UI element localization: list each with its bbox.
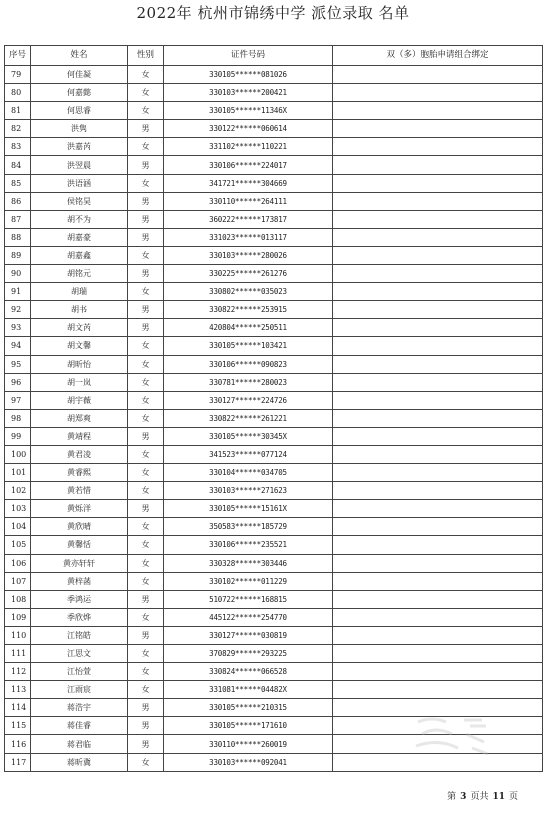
student-sex: 女: [128, 174, 164, 192]
student-sex: 女: [128, 753, 164, 771]
student-name: 黄靖程: [31, 427, 128, 445]
student-name: 侯铭昊: [31, 192, 128, 210]
id-number: 330105******171610: [164, 717, 333, 735]
id-number: 330105******081026: [164, 66, 333, 84]
header-id: 证件号码: [164, 46, 333, 66]
table-row: [5, 355, 543, 373]
id-number: 370829******293225: [164, 645, 333, 663]
row-number: 103: [5, 500, 31, 518]
row-number: 98: [5, 409, 31, 427]
student-name: 胡铭元: [31, 265, 128, 283]
student-sex: 男: [128, 120, 164, 138]
row-number: 91: [5, 283, 31, 301]
student-name: 洪翌晨: [31, 156, 128, 174]
footer-page-number: 3: [460, 792, 467, 802]
student-name: 胡郑爽: [31, 409, 128, 427]
row-number: 97: [5, 391, 31, 409]
student-sex: 男: [128, 717, 164, 735]
table-row: [5, 445, 543, 463]
id-number: 330102******011229: [164, 572, 333, 590]
row-number: 99: [5, 427, 31, 445]
student-name: 胡文芮: [31, 319, 128, 337]
id-number: 330802******035023: [164, 283, 333, 301]
row-number: 110: [5, 626, 31, 644]
student-sex: 男: [128, 590, 164, 608]
row-number: 106: [5, 554, 31, 572]
twin-binding: [333, 645, 543, 663]
row-number: 80: [5, 84, 31, 102]
id-number: 330127******224726: [164, 391, 333, 409]
twin-binding: [333, 156, 543, 174]
student-name: 蒋佳睿: [31, 717, 128, 735]
student-sex: 男: [128, 210, 164, 228]
id-number: 330103******280026: [164, 246, 333, 264]
twin-binding: [333, 626, 543, 644]
id-number: 350583******185729: [164, 518, 333, 536]
student-sex: 男: [128, 735, 164, 753]
row-number: 93: [5, 319, 31, 337]
footer-suffix: 页: [508, 792, 518, 802]
student-name: 洪嘉芮: [31, 138, 128, 156]
table-row: [5, 482, 543, 500]
row-number: 108: [5, 590, 31, 608]
footer-middle: 页共: [470, 792, 489, 802]
student-name: 何思睿: [31, 102, 128, 120]
student-name: 何嘉懿: [31, 84, 128, 102]
twin-binding: [333, 554, 543, 572]
table-row: [5, 192, 543, 210]
twin-binding: [333, 572, 543, 590]
twin-binding: [333, 590, 543, 608]
table-row: [5, 319, 543, 337]
student-sex: 女: [128, 482, 164, 500]
id-number: 330105******210315: [164, 699, 333, 717]
table-row: [5, 210, 543, 228]
footer-total-pages: 11: [492, 792, 505, 802]
row-number: 115: [5, 717, 31, 735]
id-number: 330105******11346X: [164, 102, 333, 120]
twin-binding: [333, 283, 543, 301]
row-number: 94: [5, 337, 31, 355]
student-name: 洪语涵: [31, 174, 128, 192]
student-name: 胡不为: [31, 210, 128, 228]
twin-binding: [333, 84, 543, 102]
student-name: 蒋浩宇: [31, 699, 128, 717]
table-row: [5, 536, 543, 554]
student-sex: 女: [128, 536, 164, 554]
student-sex: 女: [128, 445, 164, 463]
twin-binding: [333, 464, 543, 482]
student-name: 江雨宸: [31, 681, 128, 699]
student-sex: 女: [128, 84, 164, 102]
table-header-row: [5, 46, 543, 66]
id-number: 331081******04482X: [164, 681, 333, 699]
row-number: 104: [5, 518, 31, 536]
table-row: [5, 663, 543, 681]
student-sex: 男: [128, 301, 164, 319]
twin-binding: [333, 391, 543, 409]
student-sex: 女: [128, 66, 164, 84]
id-number: 330127******030819: [164, 626, 333, 644]
id-number: 330122******060614: [164, 120, 333, 138]
id-number: 510722******168815: [164, 590, 333, 608]
twin-binding: [333, 663, 543, 681]
student-sex: 女: [128, 246, 164, 264]
student-name: 胡瑞: [31, 283, 128, 301]
table-row: [5, 626, 543, 644]
id-number: 330822******261221: [164, 409, 333, 427]
header-no: 序号: [5, 46, 31, 66]
twin-binding: [333, 608, 543, 626]
table-row: [5, 228, 543, 246]
twin-binding: [333, 319, 543, 337]
row-number: 89: [5, 246, 31, 264]
row-number: 92: [5, 301, 31, 319]
id-number: 331102******110221: [164, 138, 333, 156]
row-number: 100: [5, 445, 31, 463]
row-number: 112: [5, 663, 31, 681]
row-number: 116: [5, 735, 31, 753]
row-number: 117: [5, 753, 31, 771]
row-number: 87: [5, 210, 31, 228]
student-name: 何佳凝: [31, 66, 128, 84]
student-name: 胡嘉鑫: [31, 246, 128, 264]
row-number: 114: [5, 699, 31, 717]
student-name: 黄君凌: [31, 445, 128, 463]
student-sex: 女: [128, 645, 164, 663]
student-name: 季欣烨: [31, 608, 128, 626]
table-row: [5, 409, 543, 427]
student-name: 胡嘉豪: [31, 228, 128, 246]
twin-binding: [333, 174, 543, 192]
id-number: 330103******200421: [164, 84, 333, 102]
student-name: 江思文: [31, 645, 128, 663]
table-row: [5, 608, 543, 626]
twin-binding: [333, 373, 543, 391]
student-sex: 男: [128, 500, 164, 518]
row-number: 83: [5, 138, 31, 156]
table-row: [5, 373, 543, 391]
row-number: 95: [5, 355, 31, 373]
row-number: 107: [5, 572, 31, 590]
page-footer: [447, 789, 518, 802]
student-sex: 女: [128, 554, 164, 572]
student-name: 季鸿运: [31, 590, 128, 608]
student-sex: 男: [128, 427, 164, 445]
student-sex: 男: [128, 626, 164, 644]
twin-binding: [333, 210, 543, 228]
id-number: 330106******090823: [164, 355, 333, 373]
id-number: 330105******30345X: [164, 427, 333, 445]
twin-binding: [333, 681, 543, 699]
row-number: 79: [5, 66, 31, 84]
row-number: 96: [5, 373, 31, 391]
twin-binding: [333, 337, 543, 355]
watermark-logo: [412, 712, 490, 760]
student-sex: 女: [128, 464, 164, 482]
twin-binding: [333, 265, 543, 283]
id-number: 360222******173817: [164, 210, 333, 228]
twin-binding: [333, 536, 543, 554]
row-number: 90: [5, 265, 31, 283]
header-sex: 性别: [128, 46, 164, 66]
student-sex: 女: [128, 663, 164, 681]
twin-binding: [333, 518, 543, 536]
id-number: 330106******235521: [164, 536, 333, 554]
twin-binding: [333, 138, 543, 156]
twin-binding: [333, 482, 543, 500]
student-name: 黄欣晴: [31, 518, 128, 536]
table-row: [5, 645, 543, 663]
table-row: [5, 265, 543, 283]
id-number: 420804******250511: [164, 319, 333, 337]
table-row: [5, 66, 543, 84]
row-number: 81: [5, 102, 31, 120]
id-number: 330225******261276: [164, 265, 333, 283]
student-sex: 女: [128, 608, 164, 626]
student-name: 胡一岚: [31, 373, 128, 391]
id-number: 445122******254770: [164, 608, 333, 626]
row-number: 82: [5, 120, 31, 138]
table-row: [5, 427, 543, 445]
id-number: 330110******260019: [164, 735, 333, 753]
row-number: 109: [5, 608, 31, 626]
id-number: 330103******271623: [164, 482, 333, 500]
twin-binding: [333, 102, 543, 120]
table-row: [5, 84, 543, 102]
id-number: 331023******013117: [164, 228, 333, 246]
student-sex: 男: [128, 699, 164, 717]
student-name: 黄梓菡: [31, 572, 128, 590]
student-sex: 女: [128, 138, 164, 156]
student-name: 胡书: [31, 301, 128, 319]
twin-binding: [333, 355, 543, 373]
id-number: 330106******224017: [164, 156, 333, 174]
id-number: 330103******092041: [164, 753, 333, 771]
student-name: 黄亦轩轩: [31, 554, 128, 572]
admission-table: [4, 45, 543, 772]
table-row: [5, 554, 543, 572]
twin-binding: [333, 427, 543, 445]
twin-binding: [333, 120, 543, 138]
student-name: 江怡萱: [31, 663, 128, 681]
twin-binding: [333, 246, 543, 264]
table-row: [5, 174, 543, 192]
table-row: [5, 518, 543, 536]
table-row: [5, 120, 543, 138]
student-name: 黄若惜: [31, 482, 128, 500]
twin-binding: [333, 409, 543, 427]
table-row: [5, 156, 543, 174]
table-row: [5, 102, 543, 120]
id-number: 330328******303446: [164, 554, 333, 572]
student-name: 蒋君临: [31, 735, 128, 753]
student-sex: 男: [128, 265, 164, 283]
id-number: 341721******304669: [164, 174, 333, 192]
id-number: 330105******103421: [164, 337, 333, 355]
student-sex: 男: [128, 156, 164, 174]
row-number: 86: [5, 192, 31, 210]
twin-binding: [333, 192, 543, 210]
id-number: 341523******077124: [164, 445, 333, 463]
table-row: [5, 301, 543, 319]
id-number: 330104******034705: [164, 464, 333, 482]
row-number: 84: [5, 156, 31, 174]
twin-binding: [333, 500, 543, 518]
page-title: 2022年 杭州市锦绣中学 派位录取 名单: [136, 4, 410, 22]
twin-binding: [333, 301, 543, 319]
row-number: 85: [5, 174, 31, 192]
table-row: [5, 681, 543, 699]
student-name: 黄睿熙: [31, 464, 128, 482]
row-number: 111: [5, 645, 31, 663]
student-name: 胡宇薇: [31, 391, 128, 409]
row-number: 105: [5, 536, 31, 554]
student-sex: 女: [128, 373, 164, 391]
id-number: 330105******15161X: [164, 500, 333, 518]
table-row: [5, 500, 543, 518]
student-name: 蒋昕冀: [31, 753, 128, 771]
table-row: [5, 138, 543, 156]
row-number: 102: [5, 482, 31, 500]
student-name: 黄馨恬: [31, 536, 128, 554]
student-sex: 女: [128, 681, 164, 699]
student-sex: 女: [128, 283, 164, 301]
row-number: 101: [5, 464, 31, 482]
student-name: 胡昕怡: [31, 355, 128, 373]
table-row: [5, 283, 543, 301]
table-row: [5, 464, 543, 482]
student-sex: 男: [128, 319, 164, 337]
twin-binding: [333, 228, 543, 246]
header-name: 姓名: [31, 46, 128, 66]
footer-prefix: 第: [447, 792, 457, 802]
header-twin-binding: 双（多）胞胎申请组合绑定: [333, 46, 543, 66]
student-name: 洪隽: [31, 120, 128, 138]
table-row: [5, 391, 543, 409]
table-row: [5, 572, 543, 590]
student-name: 江铭皓: [31, 626, 128, 644]
table-row: [5, 246, 543, 264]
row-number: 113: [5, 681, 31, 699]
student-sex: 女: [128, 391, 164, 409]
table-row: [5, 337, 543, 355]
row-number: 88: [5, 228, 31, 246]
twin-binding: [333, 445, 543, 463]
student-sex: 女: [128, 337, 164, 355]
student-sex: 女: [128, 355, 164, 373]
student-sex: 女: [128, 572, 164, 590]
twin-binding: [333, 66, 543, 84]
id-number: 330110******264111: [164, 192, 333, 210]
student-name: 胡文馨: [31, 337, 128, 355]
student-sex: 女: [128, 518, 164, 536]
table-row: [5, 590, 543, 608]
student-sex: 男: [128, 228, 164, 246]
student-name: 黄烁洋: [31, 500, 128, 518]
student-sex: 女: [128, 409, 164, 427]
student-sex: 男: [128, 192, 164, 210]
id-number: 330822******253915: [164, 301, 333, 319]
id-number: 330824******066528: [164, 663, 333, 681]
student-sex: 女: [128, 102, 164, 120]
id-number: 330781******280023: [164, 373, 333, 391]
